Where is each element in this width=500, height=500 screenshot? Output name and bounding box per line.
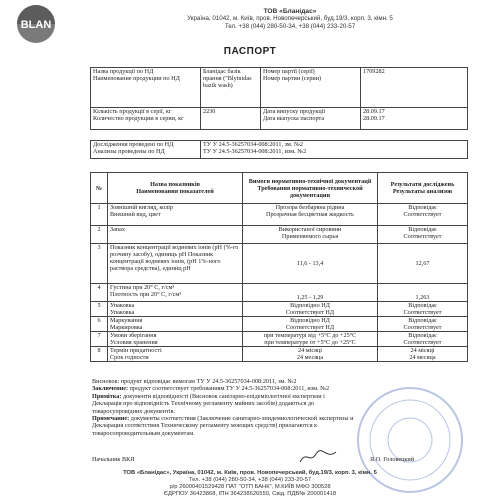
handwritten-signature [298, 448, 338, 466]
indicator-name: Маркування [110, 317, 143, 324]
note-ru-text: документы соответствия (Заключение санитарно-эпидемиологической экспертизы и [129, 415, 354, 423]
result: Відповідає [408, 317, 437, 324]
requirement: Використаної сировини [278, 226, 342, 233]
table-row [91, 317, 468, 332]
indicator-name-ru: Плотность при 20° С, г/см³ [110, 291, 182, 298]
requirement: 24 місяці [298, 347, 322, 354]
page-title: ПАСПОРТ [223, 46, 277, 57]
row-number: 4 [91, 284, 108, 302]
requirement: Прозора безбарвна рідина [275, 204, 345, 211]
table-row [91, 226, 468, 244]
passport-date: 28.09.17 [363, 115, 385, 122]
company-name: ТОВ «Бланідас» [263, 8, 317, 15]
research-label-ru: Анализы проведены по НД [93, 148, 165, 155]
col-req-header-ru: Требования нормативно-технической документации [257, 184, 363, 199]
indicator-name: Термін придатності [110, 347, 162, 354]
note-ru-label: Примечание: [92, 415, 130, 423]
conclusion-ru-text: продукт соответствует требованиям ТУ У 24.5-36257034-008:2011, изм. №2 [128, 385, 330, 393]
result: 24 місяці [410, 347, 435, 354]
requirement: 11,6 - 13,4 [243, 244, 378, 284]
product-info-table [90, 67, 468, 130]
footer-codes: ЄДРПОУ 36423868, ІПН 364238626550, Свід. ПДВ№ 200001418 [163, 491, 337, 497]
table-row [91, 302, 468, 317]
result-ru: Соответствует [403, 339, 442, 346]
result: 12,67 [378, 244, 468, 284]
result: Відповідає [408, 302, 437, 309]
col-req-header: Вимоги нормативно-технічної документації [248, 177, 372, 185]
note-ua-text: документи відповідності (Висновок санітарно-епідеміологічної експертизи і [121, 392, 325, 400]
requirement-ru: Прозрачная бесцветная жидкость [265, 211, 354, 218]
conclusion-ru-label: Заключение: [92, 385, 129, 393]
conclusion-ua: Висновок: продукт відповідає вимогам ТУ У 24.5-36257034-008:2011, зм. №2 [92, 378, 297, 385]
indicators-table [90, 172, 468, 362]
result-ru: Соответствует [403, 211, 442, 218]
requirement: Відповідно НД [290, 302, 330, 309]
requirement-ru: Соответствует НД [285, 324, 335, 331]
indicator-name: Густина при 20° С, г/см³ [110, 284, 175, 291]
product-name-label: Назва продукції по НД [93, 68, 154, 75]
row-number: 8 [91, 347, 108, 362]
requirement-ru: 24 месяца [296, 354, 324, 361]
company-phones: Тел. +38 (044) 280-50-34, +38 (044) 233-20-57 [224, 22, 356, 30]
table-row [91, 244, 468, 284]
row-number: 7 [91, 332, 108, 347]
company-footer [60, 470, 440, 498]
indicator-name: Запах [110, 226, 125, 233]
batch-label: Номер партії (серії) [263, 68, 315, 75]
col-num-header: № [91, 173, 108, 204]
table-row [91, 332, 468, 347]
indicator-name-ru: Внешний вид, цвет [110, 211, 161, 218]
note-ua-line2: Декларація про відповідність Технічному регламенту мийних засобів) додаються до [92, 400, 315, 408]
release-date: 28.09.17 [363, 108, 385, 115]
requirement: Відповідно НД [290, 317, 330, 324]
result: Відповідає [408, 204, 437, 211]
indicator-name-ru: Маркировка [110, 324, 143, 331]
result-ru: Соответствует [403, 309, 442, 316]
release-date-label: Дата випуску продукції [263, 108, 326, 115]
row-number: 3 [91, 244, 108, 284]
row-number: 1 [91, 204, 108, 226]
blanidas-logo [6, 4, 66, 44]
table-row [91, 204, 468, 226]
row-number: 2 [91, 226, 108, 244]
requirement: при температурі від +5°С до +25°С [263, 332, 357, 339]
note-ua-line3: товаросупровідних документів. [92, 407, 175, 415]
row-number: 5 [91, 302, 108, 317]
indicator-name-ru: Условия хранения [110, 339, 158, 346]
signer-name: Я.О. Головецкий [370, 456, 415, 463]
research-label: Дослідження проведені по НД [93, 141, 174, 148]
product-name-label-ru: Наименование продукции по НД [93, 75, 180, 82]
note-ua-label: Примітка: [92, 392, 122, 400]
indicator-name: Показник концентрації водневих іонів (pH (%-го розчину засобу), одиниць pH Показник концентрації водневих іонів, (pH 1%-ного раствора средства), единиц pH [108, 244, 243, 284]
batch-number: 1709282 [361, 68, 468, 108]
result: 1,263 [378, 284, 468, 302]
passport-date-label: Дата выпуска паспорта [263, 115, 325, 122]
result-ru: Соответствует [403, 233, 442, 240]
logo-text: BLAN [20, 19, 52, 31]
company-address: Україна, 01042, м. Київ, пров. Новопечерський, буд.19/3, корп. 3, кімн. 5 [187, 15, 393, 23]
footer-company: ТОВ «Бланідас», Україна, 01042, м. Київ, пров. Новопечерський, буд.19/3, корп. 3, кімн. 5 [123, 470, 377, 476]
result-ru: 24 месяца [409, 354, 436, 361]
col-res-header: Результати досліджень [390, 181, 455, 188]
research-table [90, 140, 468, 159]
research-standard: ТУ У 24.5-36257034-008:2011, зм. №2 [203, 141, 303, 148]
col-res-header-ru: Результаты анализов [392, 188, 453, 195]
result: Відповідає [408, 226, 437, 233]
table-row [91, 347, 468, 362]
product-name-value: Бланідас базік прання ("Blyinidas bazik wash) [201, 68, 261, 108]
footer-phones: Тел. +38 (044) 280-50-34, +38 (044) 233-20-57 [188, 477, 312, 483]
result: Відповідає [408, 332, 437, 339]
research-standard-ru: ТУ У 24.5-36257034-008:2011, изм. №2 [203, 148, 307, 155]
quantity-label: Кількість продукції в серії, кг [93, 108, 172, 115]
indicator-name-ru: Упаковка [110, 309, 135, 316]
requirement-ru: Соответствует НД [285, 309, 335, 316]
note-ru-line2: Декларация соответствия Техническому регламенту моющих средств) прилагаются к [92, 422, 318, 430]
col-name-header-ru: Наименования показателей [136, 188, 214, 195]
batch-label-ru: Номер партии (серии) [263, 75, 322, 82]
indicator-name-ru: Срок годности [110, 354, 149, 361]
footer-bank: р/р 26000401529428 ПАТ "ОТП БАНК", М.КИЇВ МФО 300528 [169, 484, 331, 490]
quantity-label-ru: Количество продукции в серии, кг [93, 115, 184, 122]
requirement-ru: при температуре от +5°С до +25°С [264, 339, 356, 346]
indicator-name: Упаковка [110, 302, 135, 309]
col-name-header: Назва показників [150, 181, 200, 188]
result-ru: Соответствует [403, 324, 442, 331]
requirement: 1,25 - 1,29 [243, 284, 378, 302]
company-header [120, 8, 460, 30]
requirement-ru: Применяемого сырья [281, 233, 339, 240]
signer-title: Начальник ВКЯ [92, 456, 135, 463]
note-ru-line3: товаросопроводительным документам. [92, 429, 195, 437]
quantity-value: 2230 [201, 108, 261, 130]
indicator-name: Зовнішній вигляд, колір [110, 204, 174, 211]
table-row [91, 284, 468, 302]
row-number: 6 [91, 317, 108, 332]
indicator-name: Умови зберігання [110, 332, 157, 339]
